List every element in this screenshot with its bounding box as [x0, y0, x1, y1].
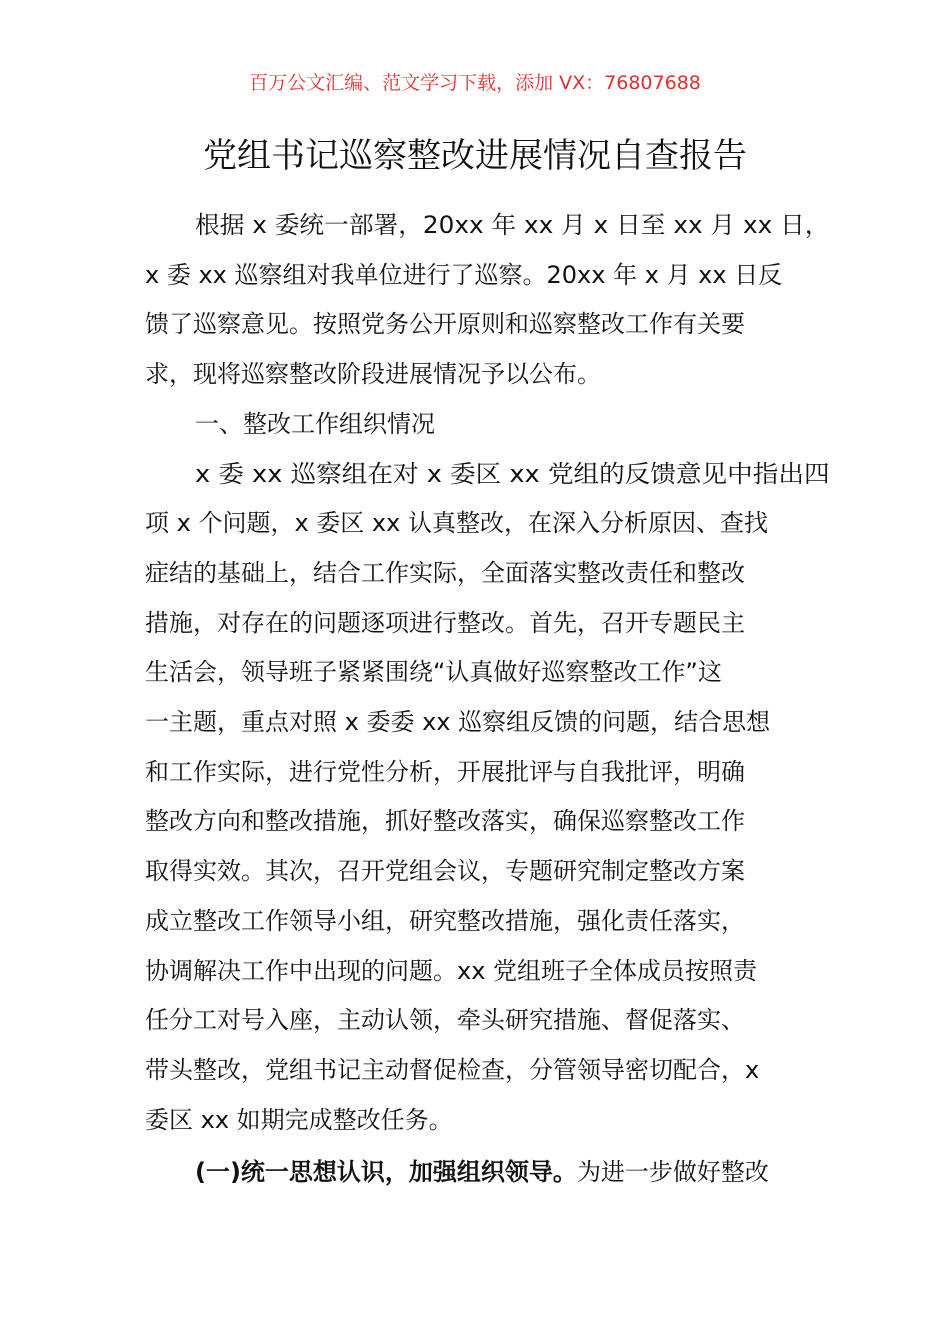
paragraph-line: 生活会，领导班子紧紧围绕“认真做好巡察整改工作”这	[145, 658, 722, 687]
paragraph-line: 整改方向和整改措施，抓好整改落实，确保巡察整改工作	[145, 807, 745, 836]
paragraph-line: 委区 xx 如期完成整改任务。	[145, 1105, 453, 1134]
paragraph-line: 措施，对存在的问题逐项进行整改。首先，召开专题民主	[145, 608, 745, 637]
paragraph-line: 症结的基础上，结合工作实际，全面落实整改责任和整改	[145, 558, 745, 587]
paragraph-line: 馈了巡察意见。按照党务公开原则和巡察整改工作有关要	[145, 310, 745, 339]
paragraph-line: 项 x 个问题，x 委区 xx 认真整改，在深入分析原因、查找	[145, 509, 768, 538]
document-title: 党组书记巡察整改进展情况自查报告	[203, 136, 747, 176]
paragraph-line: 任分工对号入座，主动认领，牵头研究措施、督促落实、	[145, 1006, 745, 1035]
watermark-header: 百万公文汇编、范文学习下载，添加 VX：76807688	[249, 72, 701, 94]
paragraph-text: 为进一步做好整改	[576, 1158, 769, 1186]
paragraph-line: 根据 x 委统一部署，20xx 年 xx 月 x 日至 xx 月 xx 日，	[195, 211, 830, 239]
paragraph-line: x 委 xx 巡察组对我单位进行了巡察。20xx 年 x 月 xx 日反	[145, 260, 783, 289]
paragraph-line: 一主题，重点对照 x 委委 xx 巡察组反馈的问题，结合思想	[145, 708, 771, 736]
paragraph-line: 带头整改，党组书记主动督促检查，分管领导密切配合，x	[145, 1055, 760, 1084]
paragraph-line: 和工作实际，进行党性分析，开展批评与自我批评，明确	[145, 757, 745, 786]
paragraph-line: 求，现将巡察整改阶段进展情况予以公布。	[145, 360, 601, 389]
paragraph-line: 协调解决工作中出现的问题。xx 党组班子全体成员按照责	[145, 956, 758, 985]
section-heading-line	[195, 1157, 769, 1187]
section-heading: (一)统一思想认识，加强组织领导。	[195, 1158, 577, 1186]
section-heading: 一、整改工作组织情况	[195, 409, 435, 438]
paragraph-line: 成立整改工作领导小组，研究整改措施，强化责任落实，	[145, 906, 745, 935]
paragraph-line: 取得实效。其次，召开党组会议，专题研究制定整改方案	[145, 857, 745, 886]
paragraph-line: x 委 xx 巡察组在对 x 委区 xx 党组的反馈意见中指出四	[195, 459, 830, 488]
